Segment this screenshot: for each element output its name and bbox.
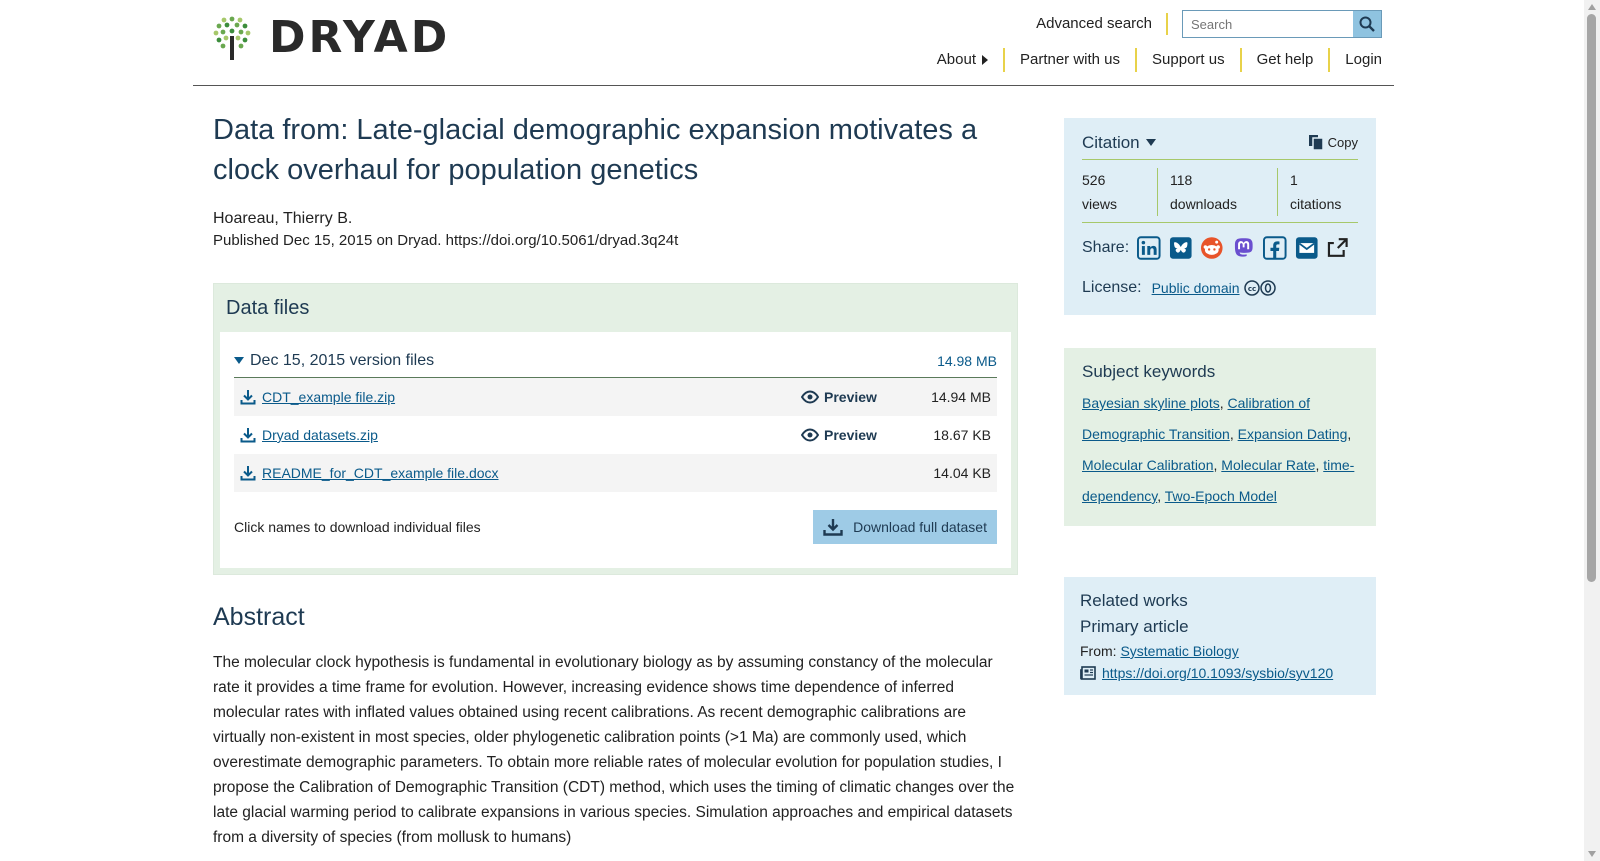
site-header xyxy=(193,0,1394,86)
mastodon-icon[interactable] xyxy=(1232,236,1256,260)
logo-text: DRYAD xyxy=(269,12,451,63)
search-icon xyxy=(1359,16,1375,32)
caret-down-icon xyxy=(234,357,244,364)
reddit-icon[interactable] xyxy=(1200,236,1224,260)
file-row xyxy=(234,454,997,492)
share-label: Share: xyxy=(1082,239,1130,256)
files-list xyxy=(220,332,1011,568)
file-size: 14.94 MB xyxy=(931,389,991,405)
license-link[interactable]: Public domain xyxy=(1151,280,1240,296)
version-size: 14.98 MB xyxy=(937,352,997,369)
facebook-icon[interactable] xyxy=(1263,236,1287,260)
citation-header xyxy=(1082,130,1358,160)
bluesky-icon[interactable] xyxy=(1169,236,1193,260)
keyword-link[interactable]: time-dependency xyxy=(1082,457,1355,504)
license-row xyxy=(1082,275,1358,301)
data-files-heading: Data files xyxy=(226,297,310,319)
scroll-down-icon[interactable] xyxy=(1588,851,1596,857)
email-icon[interactable] xyxy=(1295,236,1319,260)
advanced-search-link[interactable]: Advanced search xyxy=(1036,13,1168,35)
caret-down-icon xyxy=(1146,139,1156,146)
related-from: From: Systematic Biology xyxy=(1080,643,1239,659)
downloads-metric: 118 downloads xyxy=(1157,168,1277,216)
nav-about[interactable]: About xyxy=(922,48,1003,72)
search-button[interactable] xyxy=(1353,11,1381,37)
nav-support[interactable]: Support us xyxy=(1135,48,1240,72)
eye-icon xyxy=(801,428,819,442)
nav-help[interactable]: Get help xyxy=(1240,48,1329,72)
keywords-list: Bayesian skyline plots, Calibration of Demographic Transition, Expansion Dating, Molecular Calibration, Molecular Rate, time-dependency, Two-Epoch Model xyxy=(1082,395,1355,504)
file-link[interactable]: Dryad datasets.zip xyxy=(262,427,378,443)
copy-icon xyxy=(1308,134,1324,151)
cc-zero-icon xyxy=(1244,280,1276,296)
keyword-link[interactable]: Expansion Dating xyxy=(1237,426,1348,442)
share-row xyxy=(1082,233,1358,263)
abstract-heading: Abstract xyxy=(213,603,305,631)
keyword-link[interactable]: Molecular Rate xyxy=(1221,457,1316,473)
dataset-title: Data from: Late-glacial demographic expansion motivates a clock overhaul for population genetics xyxy=(213,114,978,186)
file-link[interactable]: CDT_example file.zip xyxy=(262,389,396,405)
keyword-link[interactable]: Bayesian skyline plots xyxy=(1082,395,1220,411)
file-size: 18.67 KB xyxy=(933,427,991,443)
views-metric: 526 views xyxy=(1082,172,1118,212)
download-full-dataset-button[interactable]: Download full dataset xyxy=(813,510,997,544)
search-input[interactable] xyxy=(1183,11,1353,37)
file-size: 14.04 KB xyxy=(933,465,991,481)
search-box xyxy=(1182,10,1382,38)
metrics xyxy=(1082,168,1358,223)
scrollbar-thumb[interactable] xyxy=(1587,14,1596,582)
related-heading: Related works xyxy=(1080,591,1188,610)
keyword-link[interactable]: Two-Epoch Model xyxy=(1164,488,1277,504)
copy-citation-button[interactable]: Copy xyxy=(1308,134,1358,151)
download-icon xyxy=(240,389,256,405)
keywords-heading: Subject keywords xyxy=(1082,362,1216,381)
journal-link[interactable]: Systematic Biology xyxy=(1120,643,1239,659)
data-files-panel xyxy=(213,283,1018,575)
dryad-logo[interactable] xyxy=(213,12,451,63)
related-doi-link[interactable]: https://doi.org/10.1093/sysbio/syv120 xyxy=(1102,665,1334,681)
version-toggle[interactable]: Dec 15, 2015 version files xyxy=(234,352,434,370)
tree-logo-icon xyxy=(213,16,251,60)
download-icon xyxy=(240,465,256,481)
linkedin-icon[interactable] xyxy=(1137,236,1161,260)
main-nav xyxy=(922,48,1382,72)
file-row xyxy=(234,378,997,416)
page-scrollbar[interactable] xyxy=(1584,0,1600,861)
version-row[interactable] xyxy=(234,344,997,378)
citation-toggle[interactable]: Citation xyxy=(1082,133,1156,153)
keyword-link[interactable]: Calibration of Demographic Transition xyxy=(1082,395,1311,442)
download-icon xyxy=(823,518,843,536)
main-content xyxy=(213,110,1018,850)
nav-login[interactable]: Login xyxy=(1328,48,1382,72)
citations-metric: 1 citations xyxy=(1277,168,1353,216)
related-works-card xyxy=(1064,577,1376,695)
nav-partner[interactable]: Partner with us xyxy=(1003,48,1135,72)
keyword-link[interactable]: Molecular Calibration xyxy=(1082,457,1214,473)
published-line: Published Dec 15, 2015 on Dryad. https://doi.org/10.5061/dryad.3q24t xyxy=(213,232,679,249)
related-doi-row xyxy=(1080,665,1358,681)
svg-text:cc: cc xyxy=(1247,285,1256,293)
download-hint: Click names to download individual files xyxy=(234,519,481,535)
preview-button[interactable]: Preview xyxy=(801,427,911,443)
scroll-up-icon[interactable] xyxy=(1588,4,1596,10)
download-icon xyxy=(240,427,256,443)
caret-right-icon xyxy=(982,55,988,65)
primary-article-heading: Primary article xyxy=(1080,617,1189,636)
article-icon xyxy=(1080,666,1096,680)
share-icon[interactable] xyxy=(1326,236,1350,260)
preview-button[interactable]: Preview xyxy=(801,389,911,405)
eye-icon xyxy=(801,390,819,404)
file-row xyxy=(234,416,997,454)
files-footer xyxy=(234,510,997,544)
license-label: License: xyxy=(1082,279,1142,296)
abstract-text: The molecular clock hypothesis is fundamental in evolutionary biology as by assuming constancy of the molecular rate it provides a time frame for evolution. However, increasing evidence shows time dependence of inferred molecular rates with inflated values obtained using recent calibrations. As recent demographic calibrations are virtually non-existent in most species, older phylogenetic calibration points (>1 Ma) are commonly used, which overestimate demographic parameters. To obtain more reliable rates of molecular evolution for population studies, I propose the Calibration of Demographic Transition (CDT) method, which uses the timing of climatic changes over the late glacial warming period to calibrate expansions in various species. Simulation approaches and empirical datasets from a diversity of species (from mollusk to humans) xyxy=(213,654,1015,846)
utility-nav xyxy=(1036,10,1382,38)
dataset-author: Hoareau, Thierry B. xyxy=(213,210,353,227)
citation-card xyxy=(1064,118,1376,315)
keywords-card xyxy=(1064,348,1376,526)
file-link[interactable]: README_for_CDT_example file.docx xyxy=(262,465,499,481)
